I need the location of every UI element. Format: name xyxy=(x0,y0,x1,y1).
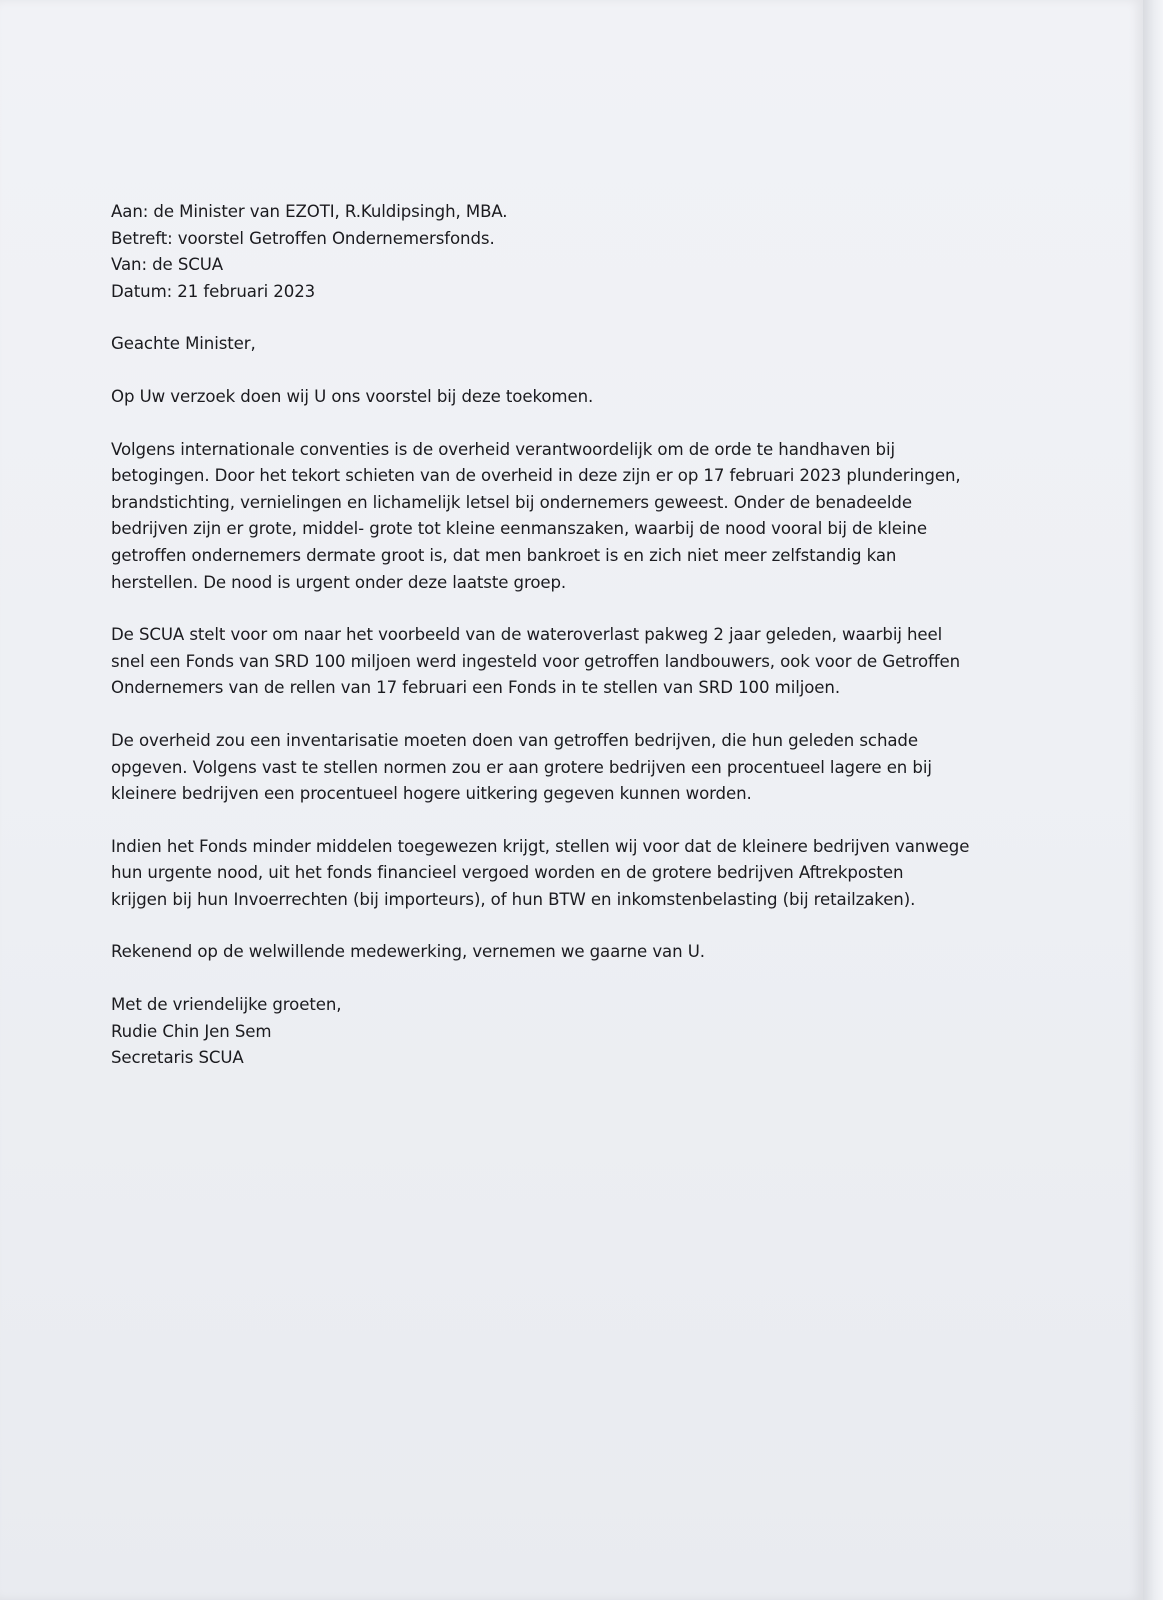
recipient-line: Aan: de Minister van EZOTI, R.Kuldipsingh, MBA. xyxy=(111,202,508,221)
subject-line: Betreft: voorstel Getroffen Ondernemersfonds. xyxy=(111,228,495,248)
signer-title: Secretaris SCUA xyxy=(111,1048,244,1068)
letter-header xyxy=(111,199,1011,305)
paragraph-alternative: Indien het Fonds minder middelen toegewezen krijgt, stellen wij voor dat de kleinere bedrijven vanwege hun urgente nood, uit het fonds financieel vergoed worden en de grotere bedrijven Aftrekposten krijgen bij hun Invoerrechten (bij importeurs), of hun BTW en inkomstenbelasting (bij retailzaken). xyxy=(111,836,970,909)
closing-greeting: Met de vriendelijke groeten, xyxy=(111,995,342,1015)
salutation: Geachte Minister, xyxy=(111,334,256,354)
letter-body xyxy=(111,199,1011,1072)
scan-edge xyxy=(1143,0,1163,1600)
paragraph-inventory: De overheid zou een inventarisatie moeten doen van getroffen bedrijven, die hun geleden schade opgeven. Volgens vast te stellen normen zou er aan grotere bedrijven een procentueel lagere en bij kleinere bedrijven een procentueel hogere uitkering gegeven kunnen worden. xyxy=(111,730,932,804)
paragraph-situation: Volgens internationale conventies is de overheid verantwoordelijk om de orde te handhaven bij betogingen. Door het tekort schieten van de overheid in deze zijn er op 17 februari 2023 plunderingen, brandstichting, vernielingen en lichamelijk letsel bij ondernemers geweest. Onder de benadeelde bedrijven zijn er grote, middel- grote tot kleine eenmanszaken, waarbij de nood vooral bij de kleine getroffen ondernemers dermate groot is, dat men bankroet is en zich niet meer zelfstandig kan herstellen. De nood is urgent onder deze laatste groep. xyxy=(111,439,961,592)
paragraph-request: Op Uw verzoek doen wij U ons voorstel bij deze toekomen. xyxy=(111,386,594,406)
sender-line: Van: de SCUA xyxy=(111,255,224,275)
paragraph-closing-remark: Rekenend op de welwillende medewerking, vernemen we gaarne van U. xyxy=(111,942,705,962)
date-line: Datum: 21 februari 2023 xyxy=(111,281,316,301)
paragraph-proposal: De SCUA stelt voor om naar het voorbeeld van de wateroverlast pakweg 2 jaar geleden, waarbij heel snel een Fonds van SRD 100 miljoen werd ingesteld voor getroffen landbouwers, ook voor de Getroffen Ondernemers van de rellen van 17 februari een Fonds in te stellen van SRD 100 miljoen. xyxy=(111,625,961,698)
signature-block xyxy=(111,992,1011,1072)
signer-name: Rudie Chin Jen Sem xyxy=(111,1021,272,1041)
